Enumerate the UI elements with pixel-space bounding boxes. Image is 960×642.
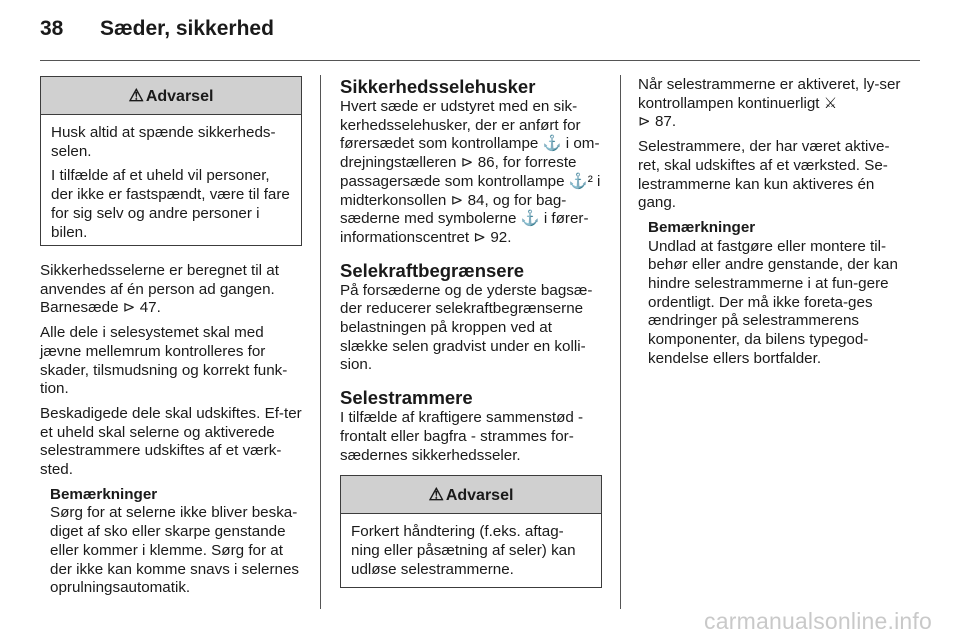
paragraph-replacement: Beskadigede dele skal udskiftes. Ef-ter et uheld skal selerne og aktiverede selestrammere udskiftes af et værk-sted. — [40, 404, 302, 479]
page-ref: 47. — [139, 299, 161, 317]
column-divider-1 — [320, 75, 321, 609]
text-segment: i om-drejningstælleren — [340, 135, 600, 172]
page-ref-icon: ⊳ — [450, 191, 464, 209]
heading-load-limiters: Selekraftbegrænsere — [340, 259, 525, 281]
column-3 — [638, 76, 904, 369]
watermark: carmanualsonline.info — [704, 608, 932, 634]
rear-seatbelt-icon: ⚓ — [520, 210, 540, 228]
page-title: Sæder, sikkerhed — [100, 17, 274, 40]
header-rule — [40, 60, 920, 61]
heading-seatbelt-reminder: Sikkerhedsselehusker — [340, 76, 536, 97]
warning-triangle-icon: ⚠ — [428, 485, 444, 505]
text-segment: i fører-informationscentret — [340, 210, 589, 246]
passenger-seatbelt-reminder-icon: ⚓² — [568, 172, 593, 190]
page-number: 38 — [40, 17, 64, 40]
text-segment: Når selestrammerne er aktiveret, ly-ser kontrollampen kontinuerligt — [638, 76, 901, 112]
warning-box-2 — [340, 475, 602, 588]
note-title: Bemærkninger — [648, 218, 756, 236]
warning-title: Advarsel — [145, 88, 214, 105]
text-segment: 86, for forreste passagersæde som kontrollampe — [340, 154, 577, 190]
airbag-warning-icon: ⚔ — [823, 94, 838, 112]
text-segment: Hvert sæde er udstyret med en sik-kerhedsselehusker, der er anført for førersædet som kontrollampe — [340, 98, 581, 153]
paragraph-pretensioners: I tilfælde af kraftigere sammenstød - frontalt eller bagfra - strammes for-sædernes sikkerhedsseler. — [340, 409, 584, 464]
note-text: Undlad at fastgøre eller montere til-behør eller andre genstande, der kan hindre selestrammerne i at fun-gere ordentligt. Der må ikke foreta-ges ændringer på selestrammerens komponenter, da bilens typegod-kendelse ellers bortfalder. — [648, 237, 898, 367]
warning-body — [41, 115, 301, 252]
column-2 — [340, 76, 602, 588]
page-ref-icon: ⊳ — [473, 228, 487, 246]
note-block-2 — [648, 219, 904, 369]
paragraph-indicator — [638, 76, 904, 132]
warning-title: Advarsel — [445, 487, 514, 505]
paragraph-inspection: Alle dele i selesystemet skal med jævne mellemrum kontrolleres for skader, tilsmudsning og korrekt funk-tion. — [40, 324, 288, 398]
note-text: Sørg for at selerne ikke bliver beska-diget af sko eller skarpe genstande eller kommer i klemme. Sørg for at der ikke kan komme snavs i selernes oprulningsautomatik. — [50, 504, 300, 597]
warning-header — [41, 77, 301, 115]
paragraph-load-limiters: På forsæderne og de yderste bagsæ-der reducerer selekraftbegrænserne belastningen på kroppen ved at slække selen gradvist under en kolli-sion. — [340, 281, 593, 374]
warning-header — [341, 476, 601, 514]
paragraph-usage-text: Sikkerhedsselerne er beregnet til at anvendes af én person ad gangen. Barnesæde — [40, 262, 279, 317]
note-title: Bemærkninger — [50, 485, 158, 503]
paragraph-replacement: Selestrammere, der har været aktive-ret, skal udskiftes af et værksted. Se-lestrammerne kan kun aktiveres én gang. — [638, 138, 890, 212]
text-segment: 84, og for bag-sæderne med symbolerne — [340, 191, 567, 228]
heading-pretensioners: Selestrammere — [340, 387, 473, 409]
warning-body — [341, 514, 601, 589]
page-ref-icon: ⊳ — [122, 299, 136, 317]
page-header — [40, 17, 274, 41]
warning-box-1 — [40, 76, 302, 246]
seatbelt-reminder-icon: ⚓ — [542, 135, 562, 153]
warning-text-1: Husk altid at spænde sikkerheds-selen. — [51, 124, 276, 160]
warning-triangle-icon: ⚠ — [128, 86, 144, 105]
warning-text-2: I tilfælde af et uheld vil personer, der ikke er fastspændt, være til fare for sig selv og andre personer i bilen. — [51, 167, 290, 241]
text-segment: i midterkonsollen — [340, 172, 601, 209]
page-ref-icon: ⊳ — [460, 154, 474, 172]
note-block-1 — [50, 486, 302, 598]
column-divider-2 — [620, 75, 621, 609]
column-1 — [40, 76, 302, 598]
paragraph-seatbelt-reminder — [340, 98, 602, 248]
text-segment: 92. — [490, 228, 512, 246]
page-ref: 87. — [654, 113, 677, 131]
paragraph-usage — [40, 262, 302, 318]
warning-text-1: Forkert håndtering (f.eks. aftag-ning eller påsætning af seler) kan udløse selestrammerne. — [351, 523, 576, 578]
page-ref-icon: ⊳ — [638, 113, 651, 131]
